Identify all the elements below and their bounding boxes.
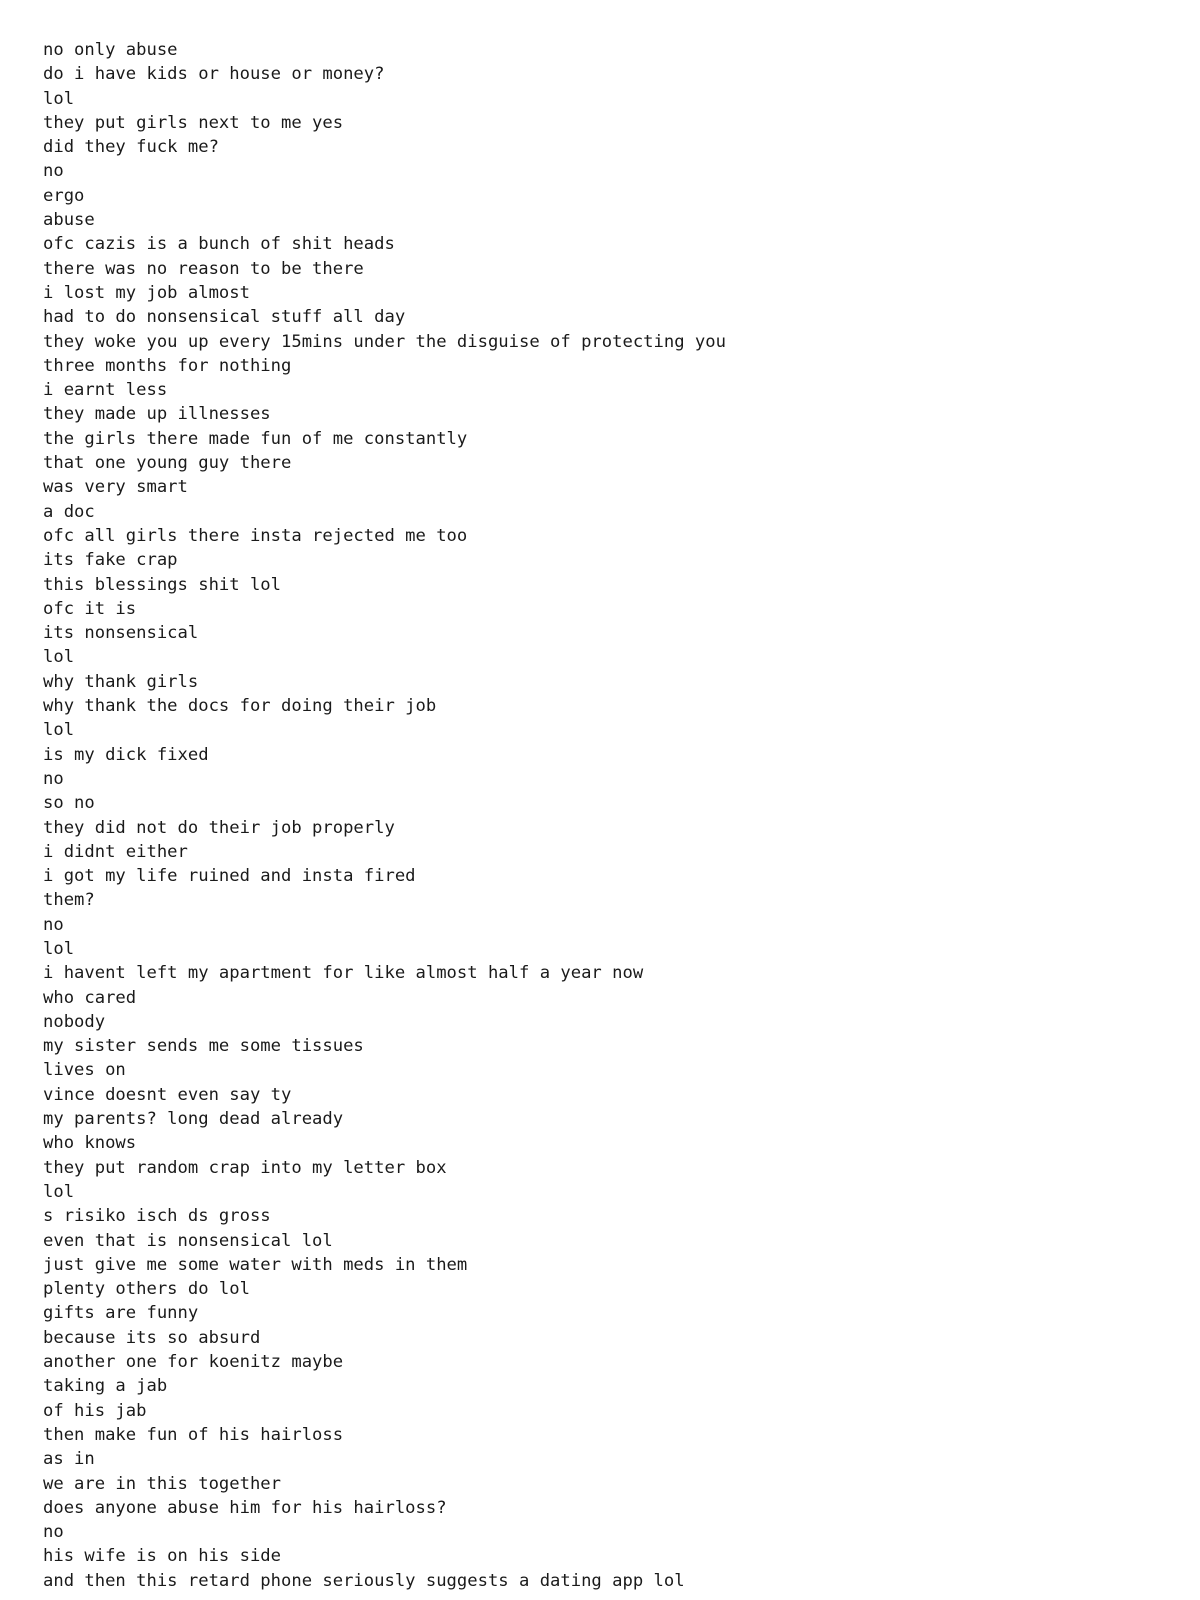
text-line: i didnt either (43, 841, 188, 862)
text-line: my parents? long dead already (43, 1109, 344, 1130)
text-line: no (43, 768, 64, 789)
text-line: just give me some water with meds in them (43, 1254, 468, 1275)
text-line: lol (43, 938, 75, 959)
text-line: they did not do their job properly (43, 817, 395, 838)
text-line: of his jab (43, 1400, 147, 1421)
text-line: ofc cazis is a bunch of shit heads (43, 234, 395, 255)
text-line: they made up illnesses (43, 404, 271, 425)
text-document (43, 38, 1173, 1593)
text-line: there was no reason to be there (43, 258, 364, 279)
text-line: why thank girls (43, 671, 199, 692)
text-line: who knows (43, 1133, 137, 1154)
text-line: no (43, 1522, 64, 1543)
text-line: why thank the docs for doing their job (43, 696, 437, 717)
text-line: i got my life ruined and insta fired (43, 866, 416, 887)
text-line: his wife is on his side (43, 1546, 281, 1567)
text-line: ergo (43, 185, 85, 206)
text-line: no (43, 161, 64, 182)
text-line: taking a jab (43, 1376, 168, 1397)
text-line: my sister sends me some tissues (43, 1036, 364, 1057)
text-line: this blessings shit lol (43, 574, 281, 595)
text-line: the girls there made fun of me constantly (43, 428, 468, 449)
text-line: because its so absurd (43, 1327, 261, 1348)
text-line: its fake crap (43, 550, 178, 571)
text-line: is my dick fixed (43, 744, 209, 765)
text-line: another one for koenitz maybe (43, 1352, 344, 1373)
text-line: they woke you up every 15mins under the disguise of protecting you (43, 331, 726, 352)
text-line: lol (43, 720, 75, 741)
text-line: gifts are funny (43, 1303, 199, 1324)
text-line: s risiko isch ds gross (43, 1206, 271, 1227)
text-line: does anyone abuse him for his hairloss? (43, 1497, 447, 1518)
text-line: they put random crap into my letter box (43, 1157, 447, 1178)
text-line: no (43, 914, 64, 935)
text-line: i lost my job almost (43, 282, 250, 303)
text-line: we are in this together (43, 1473, 281, 1494)
text-line: and then this retard phone seriously suggests a dating app lol (43, 1570, 685, 1591)
text-line: vince doesnt even say ty (43, 1084, 292, 1105)
text-line: three months for nothing (43, 355, 292, 376)
text-line: i havent left my apartment for like almost half a year now (43, 963, 644, 984)
text-line: then make fun of his hairloss (43, 1424, 344, 1445)
text-line: a doc (43, 501, 95, 522)
text-line: had to do nonsensical stuff all day (43, 307, 406, 328)
text-line: lives on (43, 1060, 126, 1081)
text-line: ofc it is (43, 598, 137, 619)
text-line: plenty others do lol (43, 1279, 250, 1300)
text-line: lol (43, 88, 75, 109)
text-line: did they fuck me? (43, 137, 219, 158)
text-line: lol (43, 1181, 75, 1202)
text-line: even that is nonsensical lol (43, 1230, 333, 1251)
text-line: ofc all girls there insta rejected me too (43, 525, 468, 546)
text-line: its nonsensical (43, 623, 199, 644)
text-line: they put girls next to me yes (43, 112, 344, 133)
text-line: i earnt less (43, 380, 168, 401)
text-line: as in (43, 1449, 95, 1470)
text-line: lol (43, 647, 75, 668)
text-line: do i have kids or house or money? (43, 64, 385, 85)
text-line: abuse (43, 210, 95, 231)
text-line: so no (43, 793, 95, 814)
text-line: that one young guy there (43, 453, 292, 474)
text-line: was very smart (43, 477, 188, 498)
text-line: them? (43, 890, 95, 911)
text-line: nobody (43, 1011, 106, 1032)
text-line: who cared (43, 987, 137, 1008)
text-line: no only abuse (43, 40, 178, 60)
